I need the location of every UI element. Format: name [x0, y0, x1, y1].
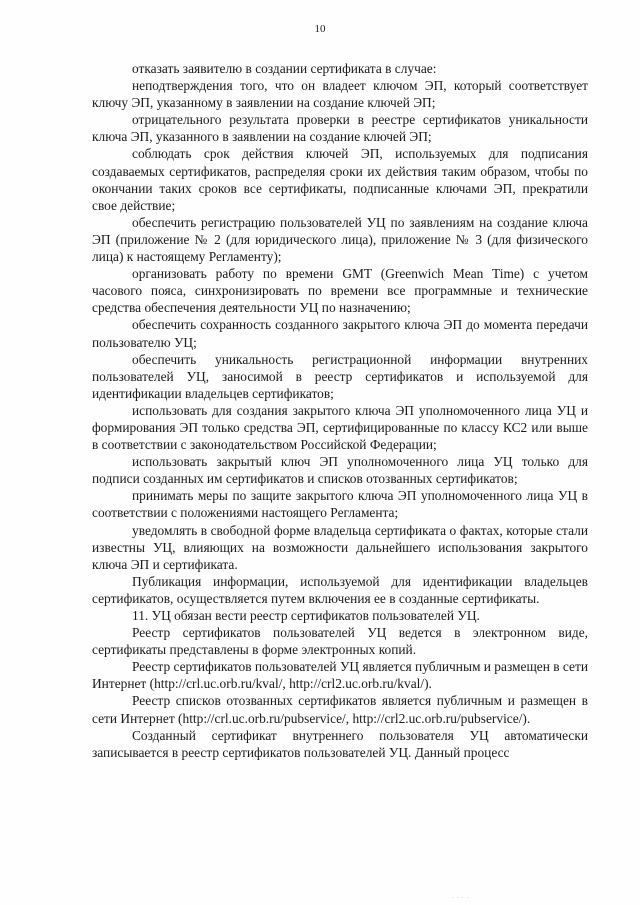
paragraph: соблюдать срок действия ключей ЭП, используемых для подписания создаваемых сертификатов, распределяя сроки их действия таким образом, чтобы по окончании таких сроков все сертификаты, подписанные ключами ЭП, прекратили свое действие; — [92, 146, 588, 213]
paragraph: обеспечить регистрацию пользователей УЦ по заявлениям на создание ключа ЭП (приложение № 2 (для юридического лица), приложение № 3 (для физического лица) к настоящему Регламенту); — [92, 214, 588, 265]
paragraph: Реестр списков отозванных сертификатов является публичным и размещен в сети Интернет (http://crl.uc.orb.ru/pubservice/, http://crl2.uc.orb.ru/pubservice/). — [92, 693, 588, 726]
paragraph: отказать заявителю в создании сертификата в случае: — [132, 61, 437, 76]
paragraph: организовать работу по времени GMT (Greenwich Mean Time) с учетом часового пояса, синхронизировать по времени все программные и технические средства обеспечения деятельности УЦ по назначению; — [92, 266, 588, 316]
section-heading-11: 11. УЦ обязан вести реестр сертификатов пользователей УЦ. — [132, 608, 480, 623]
paragraph: использовать для создания закрытого ключа ЭП уполномоченного лица УЦ и формирования ЭП только средства ЭП, сертифицированные по классу КС2 или выше в соответствии с законодательством Российской Федерации; — [92, 402, 588, 453]
paragraph: принимать меры по защите закрытого ключа ЭП уполномоченного лица УЦ в соответствии с положениями настоящего Регламента; — [92, 488, 588, 521]
page-number: 10 — [314, 23, 326, 35]
paragraph: обеспечить уникальность регистрационной информации внутренних пользователей УЦ, заносимой в реестр сертификатов и используемой для идентификации владельцев сертификатов; — [92, 351, 588, 401]
paragraph: уведомлять в свободной форме владельца сертификата о фактах, которые стали известны УЦ, влияющих на возможности дальнейшего использования закрытого ключа ЭП и сертификата. — [92, 522, 588, 572]
document-body — [92, 60, 588, 761]
paragraph: отрицательного результата проверки в реестре сертификатов уникальности ключа ЭП, указанного в заявлении на создание ключей ЭП; — [92, 112, 588, 145]
paragraph: Реестр сертификатов пользователей УЦ ведется в электронном виде, сертификаты представлены в форме электронных копий. — [92, 625, 588, 658]
paragraph: Реестр сертификатов пользователей УЦ является публичным и размещен в сети Интернет (http://crl.uc.orb.ru/kval/, http://crl2.uc.orb.ru/kval/). — [92, 659, 588, 692]
paragraph: Созданный сертификат внутреннего пользователя УЦ автоматически записывается в реестр сертификатов пользователей УЦ. Данный процесс — [92, 727, 588, 760]
scan-artifact: . . . . — [452, 894, 470, 900]
paragraph: использовать закрытый ключ ЭП уполномоченного лица УЦ только для подписи созданных им сертификатов и списков отозванных сертификатов; — [92, 454, 588, 487]
paragraph: неподтверждения того, что он владеет ключом ЭП, который соответствует ключу ЭП, указанному в заявлении на создание ключей ЭП; — [92, 78, 588, 111]
paragraph: Публикация информации, используемой для идентификации владельцев сертификатов, осуществляется путем включения ее в созданные сертификаты. — [92, 573, 588, 606]
paragraph: обеспечить сохранность созданного закрытого ключа ЭП до момента передачи пользователю УЦ; — [92, 317, 588, 350]
